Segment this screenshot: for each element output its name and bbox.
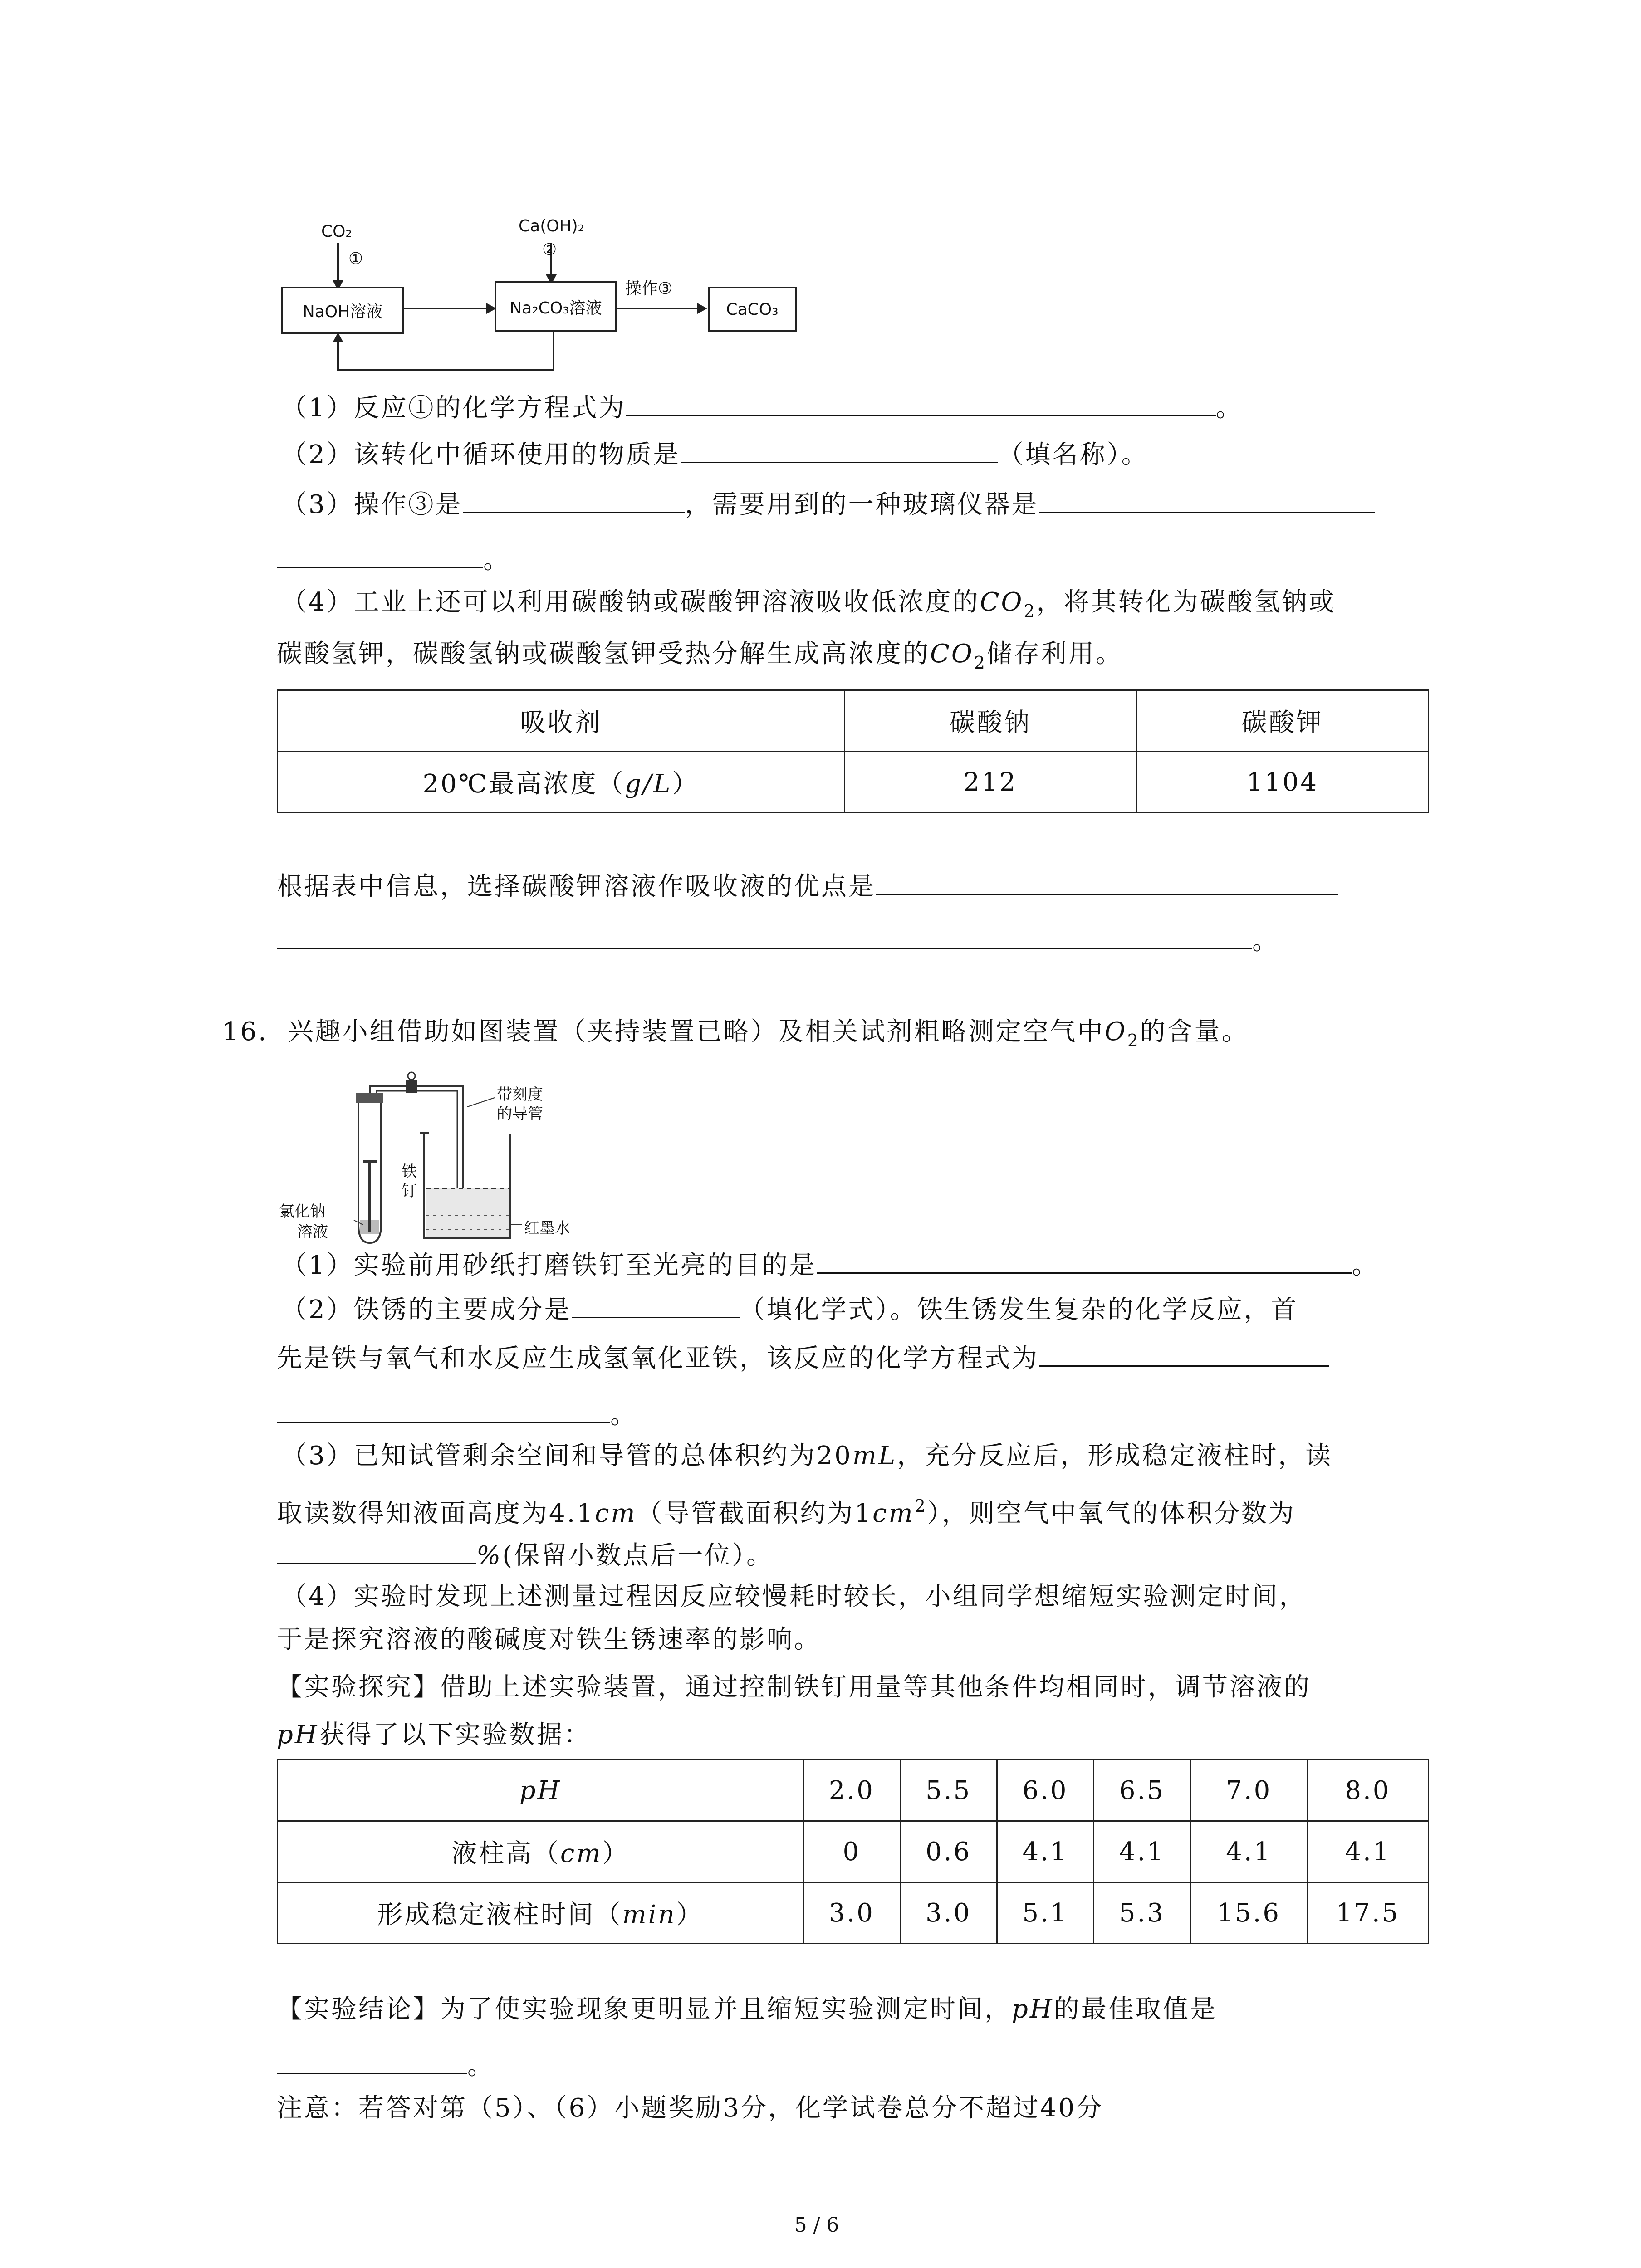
q15-part3-cont: 。 bbox=[277, 540, 510, 578]
nacl-label-2: 溶液 bbox=[297, 1223, 328, 1241]
table-cell: 212 bbox=[844, 752, 1136, 813]
table-cell: 4.1 bbox=[1307, 1821, 1428, 1882]
table-row bbox=[278, 1760, 1429, 1821]
nail-label: 铁 bbox=[402, 1163, 417, 1181]
tube-label-2: 的导管 bbox=[497, 1105, 543, 1123]
table-cell: 0.6 bbox=[900, 1821, 997, 1882]
answer-blank[interactable] bbox=[277, 2046, 467, 2074]
q16-part2-line2: 先是铁与氧气和水反应生成氢氧化亚铁，该反应的化学方程式为 bbox=[277, 1338, 1329, 1377]
table-cell: 20℃最高浓度（g/L） bbox=[278, 752, 845, 813]
table-cell: 6.5 bbox=[1094, 1760, 1190, 1821]
table-cell: 1104 bbox=[1136, 752, 1429, 813]
op3-label: 操作③ bbox=[625, 279, 673, 298]
table-cell: 3.0 bbox=[900, 1882, 997, 1944]
q16-part3-line2: 取读数得知液面高度为4.1cm（导管截面积约为$1cm^2$），则空气中氧气的体积分数为 bbox=[277, 1496, 1296, 1528]
nacl-label: 氯化钠 bbox=[279, 1202, 325, 1221]
table-header: 碳酸钠 bbox=[844, 690, 1136, 752]
step2-label: ② bbox=[542, 240, 557, 259]
ink-label: 红墨水 bbox=[524, 1219, 570, 1237]
q15-part4-line2: 碳酸氢钾，碳酸氢钠或碳酸氢钾受热分解生成高浓度的$CO_2$储存利用。 bbox=[277, 639, 1123, 673]
table-header: 形成稳定液柱时间（min） bbox=[278, 1882, 803, 1944]
table-cell: 4.1 bbox=[1094, 1821, 1190, 1882]
q16-explore-line1: 【实验探究】借助上述实验装置，通过控制铁钉用量等其他条件均相同时，调节溶液的 bbox=[277, 1672, 1311, 1702]
table-header: 吸收剂 bbox=[278, 690, 845, 752]
table-cell: 15.6 bbox=[1190, 1882, 1307, 1944]
ph-table bbox=[277, 1759, 1429, 1944]
answer-blank[interactable] bbox=[277, 1535, 476, 1564]
q16-part3-line3: %(保留小数点后一位）。 bbox=[277, 1535, 774, 1574]
table-cell: 5.5 bbox=[900, 1760, 997, 1821]
table-header: pH bbox=[278, 1760, 803, 1821]
q16-conclusion-cont: 。 bbox=[277, 2046, 495, 2084]
table-header: 液柱高（cm） bbox=[278, 1821, 803, 1882]
q16-stem: 16. 兴趣小组借助如图装置（夹持装置已略）及相关试剂粗略测定空气中$O_2$的含量。 bbox=[222, 1017, 1249, 1051]
nail-label-2: 钉 bbox=[402, 1182, 417, 1200]
answer-blank[interactable] bbox=[1039, 1338, 1329, 1367]
table-cell: 2.0 bbox=[803, 1760, 900, 1821]
bonus-note: 注意：若答对第（5）、（6）小题奖励3分，化学试卷总分不超过40分 bbox=[277, 2093, 1104, 2123]
table-cell: 7.0 bbox=[1190, 1760, 1307, 1821]
q15-part1: （1）反应①的化学方程式为 。 bbox=[281, 388, 1243, 426]
q16-explore-line2: pH获得了以下实验数据： bbox=[277, 1720, 591, 1750]
q16-part4-line1: （4）实验时发现上述测量过程因反应较慢耗时较长，小组同学想缩短实验测定时间， bbox=[281, 1582, 1307, 1611]
q15-part3: （3）操作③是 ，需要用到的一种玻璃仪器是 bbox=[281, 484, 1375, 523]
q15-part5-cont: 。 bbox=[277, 921, 1279, 959]
table-cell: 6.0 bbox=[997, 1760, 1093, 1821]
table-cell: 4.1 bbox=[1190, 1821, 1307, 1882]
table-cell: 8.0 bbox=[1307, 1760, 1428, 1821]
q16-part2: （2）铁锈的主要成分是 （填化学式）。铁生锈发生复杂的化学反应，首 bbox=[281, 1290, 1298, 1328]
caoh2-label: Ca(OH)₂ bbox=[519, 217, 585, 235]
q15-part2: （2）该转化中循环使用的物质是 （填名称）。 bbox=[281, 435, 1149, 473]
table-cell: 3.0 bbox=[803, 1882, 900, 1944]
na2co3-box: Na₂CO₃溶液 bbox=[495, 281, 617, 332]
tube-label: 带刻度 bbox=[497, 1085, 543, 1104]
q15-part4-line1: （4）工业上还可以利用碳酸钠或碳酸钾溶液吸收低浓度的$CO_2$，将其转化为碳酸氢钠或 bbox=[281, 587, 1336, 621]
q16-part3-line1: （3）已知试管剩余空间和导管的总体积约为20mL，充分反应后，形成稳定液柱时，读 bbox=[281, 1441, 1333, 1471]
q16-part4-line2: 于是探究溶液的酸碱度对铁生锈速率的影响。 bbox=[277, 1625, 821, 1654]
table-row bbox=[278, 1821, 1429, 1882]
step1-label: ① bbox=[348, 249, 363, 268]
table-cell: 5.1 bbox=[997, 1882, 1093, 1944]
answer-blank[interactable] bbox=[277, 1395, 610, 1423]
table-header: 碳酸钾 bbox=[1136, 690, 1429, 752]
table-cell: 5.3 bbox=[1094, 1882, 1190, 1944]
co2-label: CO₂ bbox=[321, 222, 352, 241]
table-cell: 17.5 bbox=[1307, 1882, 1428, 1944]
table-cell: 0 bbox=[803, 1821, 900, 1882]
q15-part5: 根据表中信息，选择碳酸钾溶液作吸收液的优点是 bbox=[277, 866, 1338, 905]
q16-part2-cont: 。 bbox=[277, 1395, 637, 1433]
caco3-box: CaCO₃ bbox=[708, 287, 797, 332]
table-cell: 4.1 bbox=[997, 1821, 1093, 1882]
q16-conclusion: 【实验结论】为了使实验现象更明显并且缩短实验测定时间，pH的最佳取值是 bbox=[277, 1994, 1217, 2024]
table-row bbox=[278, 1882, 1429, 1944]
naoh-box: NaOH溶液 bbox=[281, 287, 404, 334]
q16-part1: （1）实验前用砂纸打磨铁钉至光亮的目的是 。 bbox=[281, 1245, 1379, 1284]
answer-blank[interactable] bbox=[572, 1290, 740, 1318]
page-number: 5 / 6 bbox=[794, 2214, 839, 2237]
answer-blank[interactable] bbox=[817, 1245, 1352, 1274]
